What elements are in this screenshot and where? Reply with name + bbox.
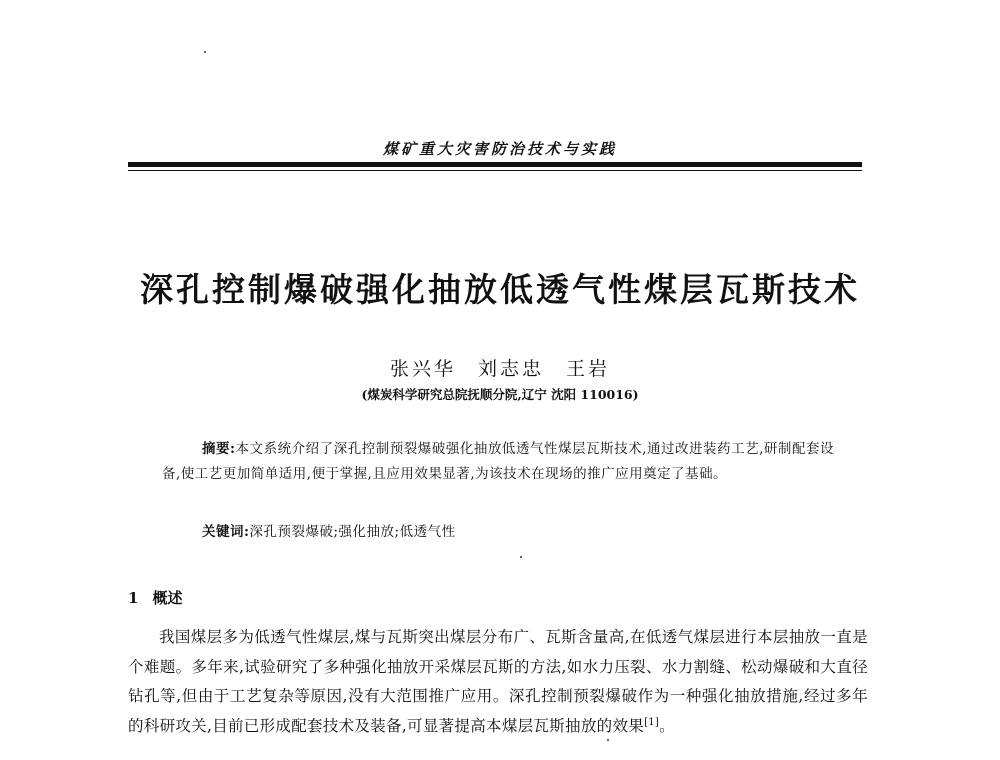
author-name: 张兴华: [389, 358, 456, 380]
running-head: 煤矿重大灾害防治技术与实践: [382, 140, 617, 158]
scan-speck: [204, 51, 206, 53]
body-text-tail: 。: [659, 716, 675, 735]
header-rule-thin: [128, 170, 862, 171]
abstract-text: 本文系统介绍了深孔控制预裂爆破强化抽放低透气性煤层瓦斯技术,通过改进装药工艺,研制配套设备,使工艺更加简单适用,便于掌握,且应用效果显著,为该技术在现场的推广应用奠定了基础。: [162, 441, 834, 482]
header-rule-thick: [128, 162, 862, 167]
abstract-label: 摘要:: [202, 441, 236, 457]
section-number: 1: [128, 589, 139, 607]
body-paragraph: [128, 623, 868, 741]
paper-title: 深孔控制爆破强化抽放低透气性煤层瓦斯技术: [140, 270, 860, 309]
citation-ref[interactable]: [1]: [644, 716, 660, 728]
keywords-label: 关键词:: [202, 524, 250, 540]
affiliation: (煤炭科学研究总院抚顺分院,辽宁 沈阳 110016): [361, 387, 639, 402]
keywords: [202, 520, 456, 540]
abstract: [162, 437, 834, 487]
author-name: 王岩: [566, 358, 611, 380]
author-list: [0, 354, 1000, 381]
scan-speck: [520, 556, 522, 558]
body-text: 我国煤层多为低透气性煤层,煤与瓦斯突出煤层分布广、瓦斯含量高,在低透气煤层进行本层抽放一直是个难题。多年来,试验研究了多种强化抽放开采煤层瓦斯的方法,如水力压裂、水力割缝、松动爆破和大直径钻孔等,但由于工艺复杂等原因,没有大范围推广应用。深孔控制预裂爆破作为一种强化抽放措施,经过多年的科研攻关,目前已形成配套技术及装备,可显著提高本煤层瓦斯抽放的效果: [128, 628, 868, 735]
section-heading: [128, 587, 182, 608]
section-title: 概述: [152, 589, 183, 607]
keywords-text: 深孔预裂爆破;强化抽放;低透气性: [249, 524, 456, 540]
author-name: 刘志忠: [477, 358, 544, 380]
